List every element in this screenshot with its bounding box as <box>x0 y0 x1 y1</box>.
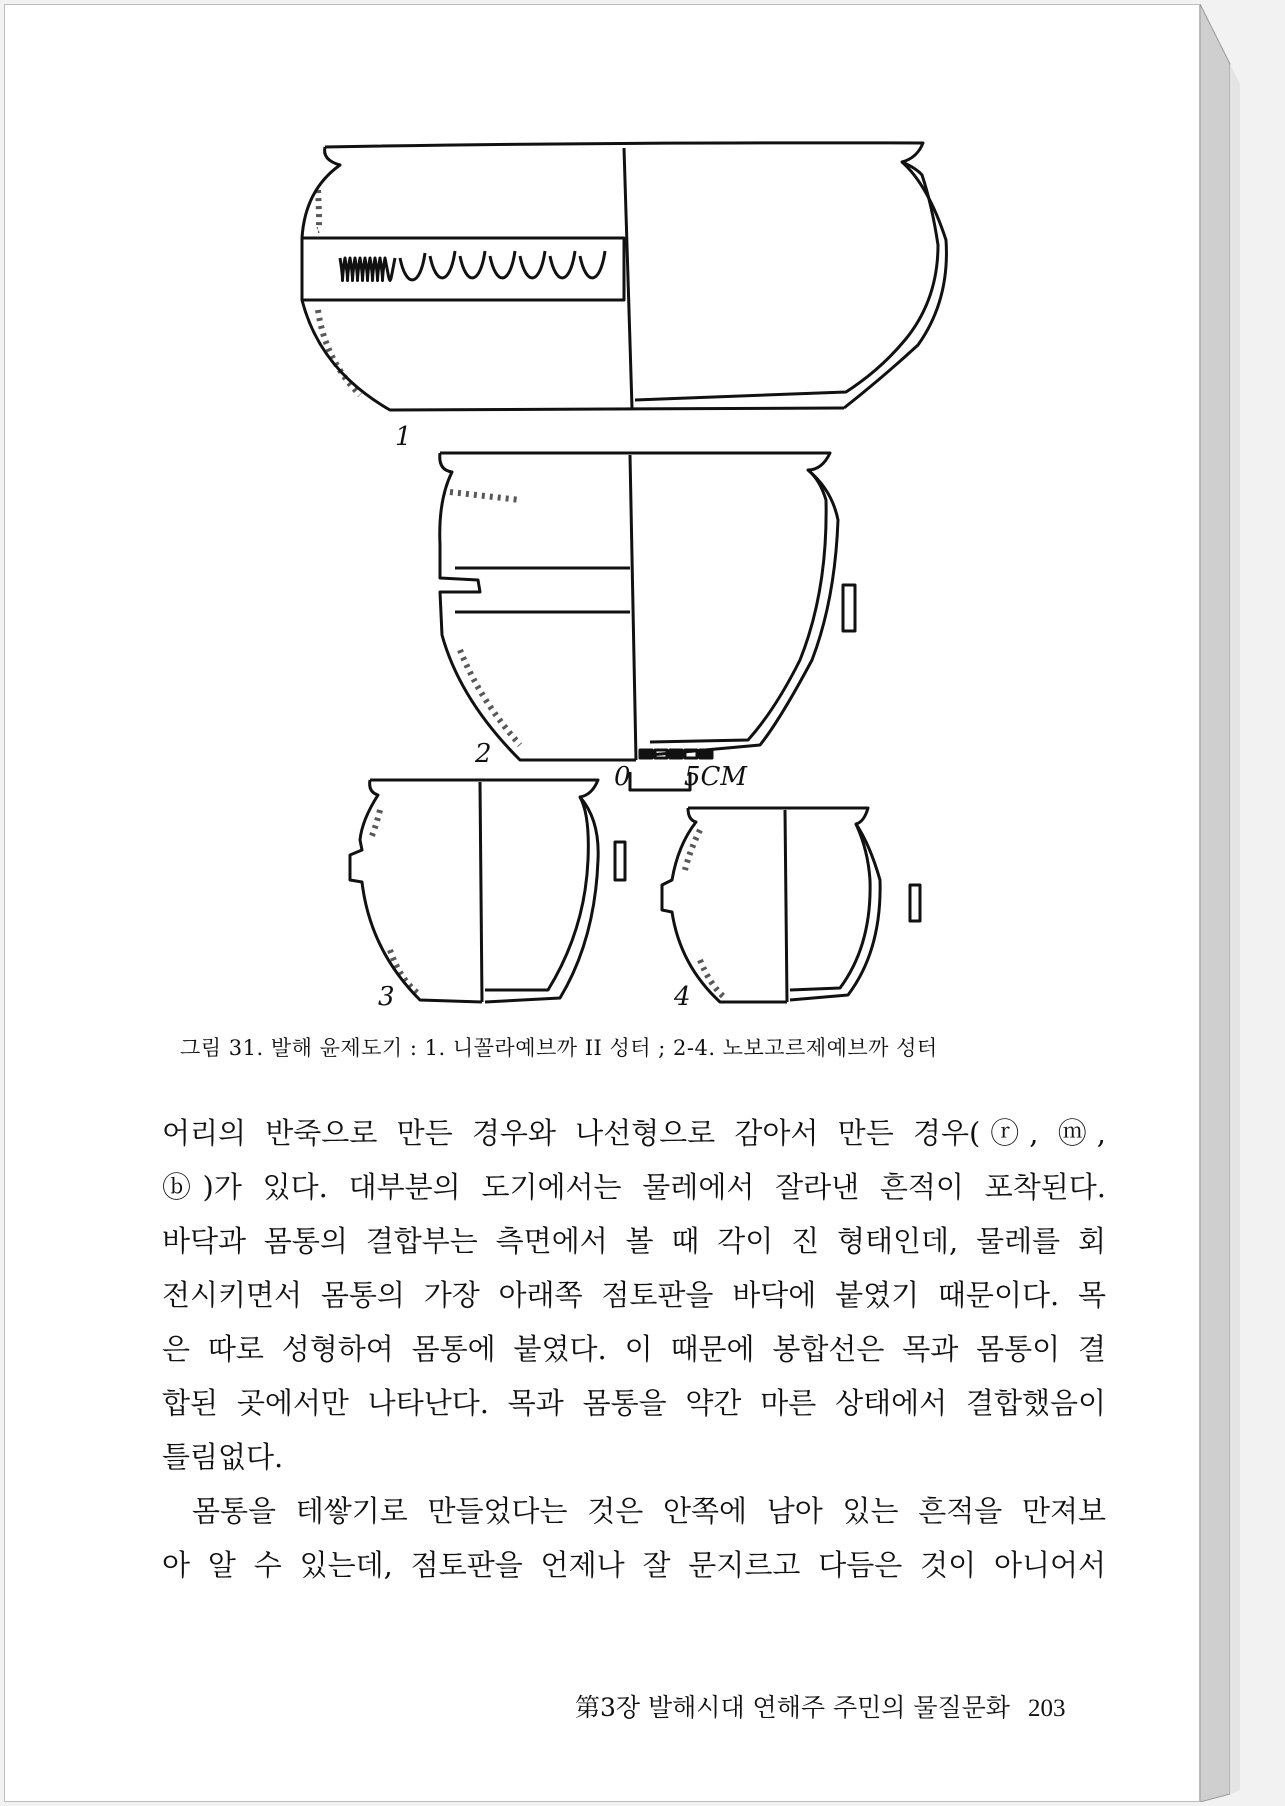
vessel-3-drawing <box>350 780 625 1002</box>
vessel-2-drawing <box>440 453 855 760</box>
text-line: 몸통을 테쌓기로 만들었다는 것은 안쪽에 남아 있는 흔적을 만져보 <box>192 1494 1106 1528</box>
figure-caption: 그림 31. 발해 윤제도기 : 1. 니꼴라예브까 II 성터 ; 2-4. 노보고르제예브까 성터 <box>180 1036 938 1060</box>
page-edge <box>1200 4 1240 1802</box>
body-text <box>162 1106 1106 1592</box>
chapter-title: 第3장 발해시대 연해주 주민의 물질문화 <box>575 1693 1010 1722</box>
vessel-number-4: 4 <box>674 982 691 1012</box>
text-line: 바닥과 몸통의 결합부는 측면에서 볼 때 각이 진 형태인데, 물레를 회 <box>162 1224 1106 1258</box>
vessel-number-2: 2 <box>475 739 492 769</box>
text-line: 아 알 수 있는데, 점토판을 언제나 잘 문지르고 다듬은 것이 아니어서 <box>162 1548 1106 1582</box>
scale-start-label: 0 <box>614 762 631 792</box>
text-line: 어리의 반죽으로 만든 경우와 나선형으로 감아서 만든 경우(ⓡ, ⓜ, <box>162 1116 1106 1150</box>
text-line: 전시키면서 몸통의 가장 아래쪽 점토판을 바닥에 붙였기 때문이다. 목 <box>162 1278 1106 1312</box>
text-line: 은 따로 성형하여 몸통에 붙였다. 이 때문에 봉합선은 목과 몸통이 결 <box>162 1332 1106 1366</box>
vessel-4-drawing <box>662 808 920 1002</box>
vessel-number-3: 3 <box>378 982 395 1012</box>
text-line: ⓑ)가 있다. 대부분의 도기에서는 물레에서 잘라낸 흔적이 포착된다. <box>162 1170 1106 1204</box>
paragraph-2 <box>162 1484 1106 1592</box>
text-line: 합된 곳에서만 나타난다. 목과 몸통을 약간 마른 상태에서 결합했음이 <box>162 1386 1106 1420</box>
page-number: 203 <box>1027 1695 1066 1722</box>
scale-end-label: 5CM <box>684 762 748 792</box>
vessel-1-drawing <box>302 143 946 410</box>
text-line: 틀림없다. <box>162 1440 284 1474</box>
vessel-number-1: 1 <box>395 422 412 452</box>
paragraph-1 <box>162 1106 1106 1484</box>
page-footer <box>575 1688 1065 1724</box>
